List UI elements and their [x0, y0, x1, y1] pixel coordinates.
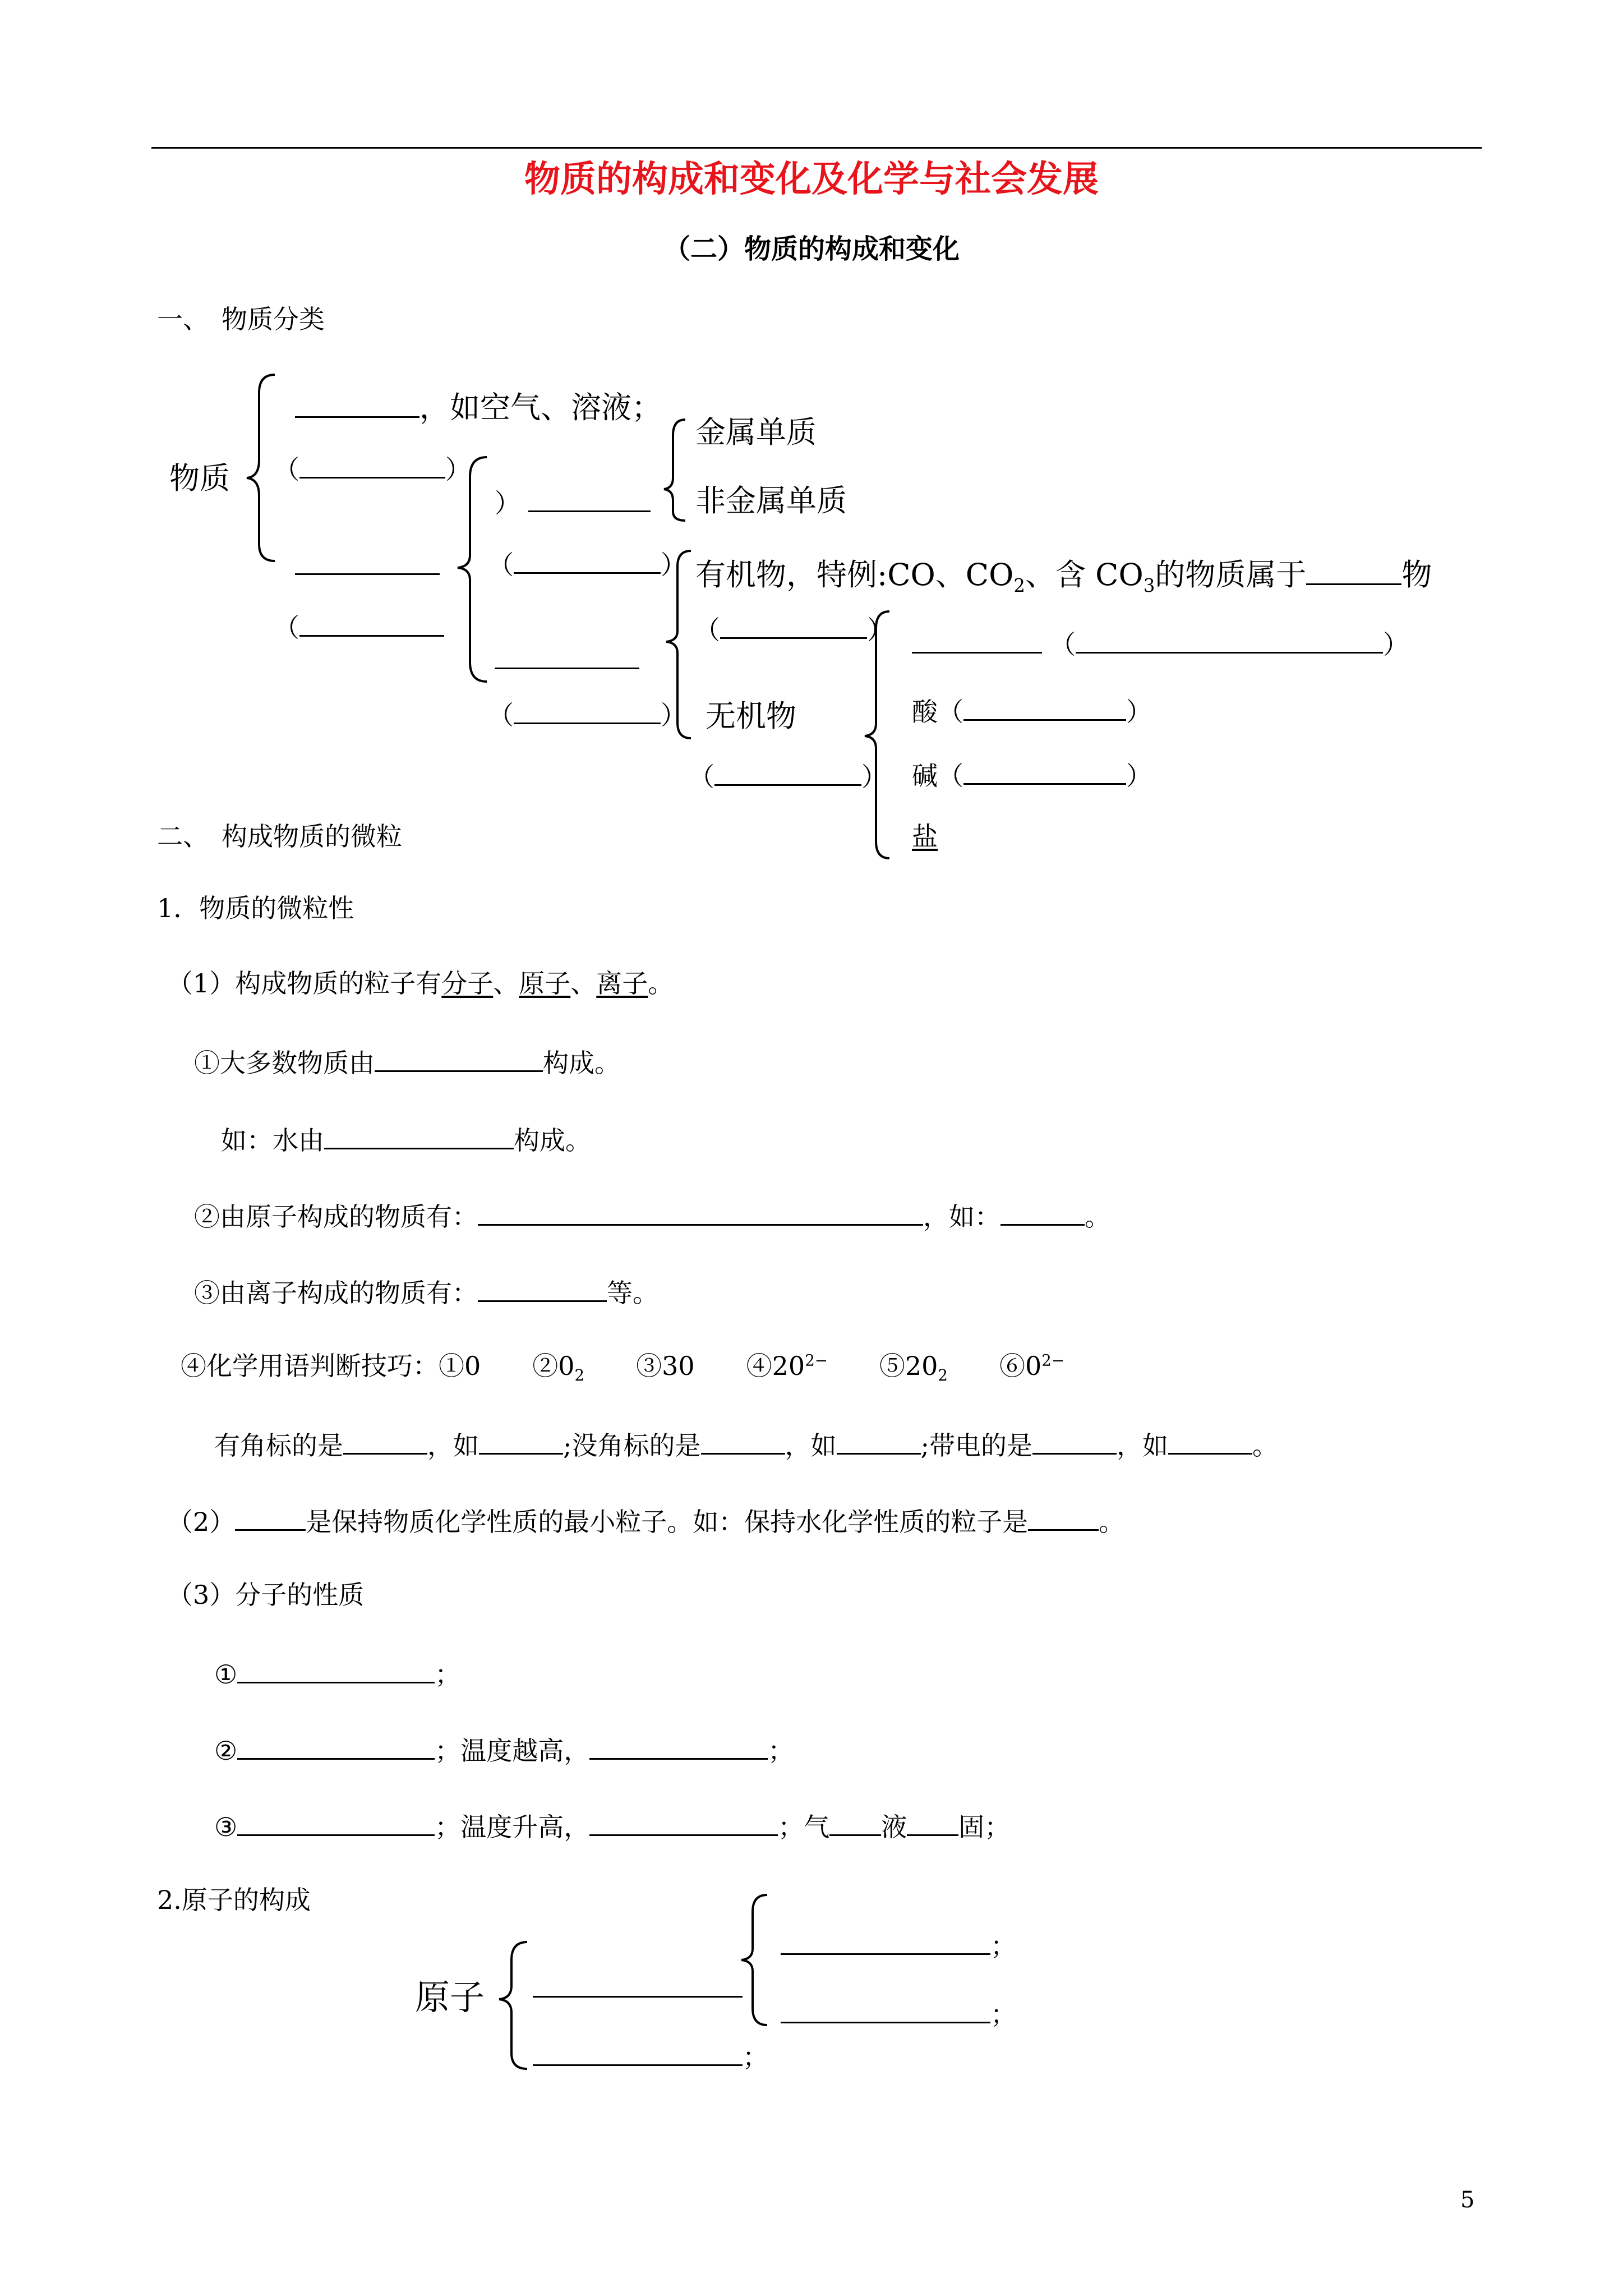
q1-atom: 原子: [519, 968, 571, 999]
item4-text: ⑤20: [827, 1351, 938, 1381]
semicolon: ；: [990, 1931, 1016, 1961]
section2-heading: 二、 构成物质的微粒: [157, 821, 402, 852]
item3-line: [194, 1277, 658, 1306]
judge-text: 有角标的是: [214, 1430, 343, 1461]
judge-text: ;带电的是: [920, 1430, 1032, 1461]
judge-blank[interactable]: [837, 1429, 921, 1455]
q1-line: [167, 968, 674, 999]
neutron-blank[interactable]: [781, 1998, 990, 2023]
q1-ion: 离子: [596, 968, 648, 999]
compound-blank[interactable]: [720, 614, 867, 639]
neutron-row: [781, 1998, 1016, 2030]
gas-liquid-blank[interactable]: [829, 1811, 881, 1836]
example-blank[interactable]: [324, 1124, 514, 1149]
judge-blank[interactable]: [1168, 1429, 1252, 1455]
inorganic-paren-blank[interactable]: [714, 761, 861, 786]
example-tail: 构成。: [514, 1125, 591, 1156]
judge-text: ;没角标的是: [563, 1430, 701, 1461]
tree-compound-label-row: [495, 644, 639, 673]
item4-sub: 2: [938, 1366, 948, 1385]
tree-pure-row: [274, 453, 471, 485]
item2-blank[interactable]: [478, 1200, 923, 1226]
property-text: 液: [881, 1812, 907, 1842]
q2-text: 是保持物质化学性质的最小粒子。如：保持水化学性质的粒子是: [306, 1507, 1029, 1537]
item1-line: [194, 1047, 620, 1076]
item2-line: [194, 1200, 1110, 1230]
acid-label: 酸（: [912, 697, 963, 727]
judge-text: ，如: [785, 1430, 837, 1461]
brace-element: [664, 420, 685, 521]
item2-text: ②由原子构成的物质有：: [194, 1202, 478, 1232]
semicolon: ；: [743, 2042, 768, 2072]
acid-blank[interactable]: [963, 696, 1126, 721]
property3-line: [214, 1811, 1010, 1840]
property-num: ③: [214, 1812, 238, 1842]
tree-compound-paren-row: [488, 549, 686, 578]
electron-blank[interactable]: [533, 2041, 743, 2066]
q1-molecule: 分子: [441, 968, 494, 999]
paren-open: （: [488, 700, 514, 730]
co3-subscript: 3: [1143, 574, 1155, 596]
property3-temp-blank[interactable]: [589, 1811, 778, 1836]
item4-text: ⑥0: [947, 1351, 1042, 1381]
page-number: 5: [1460, 2187, 1475, 2213]
judge-text: 。: [1252, 1430, 1278, 1461]
paren-close: ）: [867, 615, 893, 645]
paren-close: ）: [445, 454, 471, 485]
q1-text: （1）构成物质的粒子有: [167, 968, 442, 999]
property2-temp-blank[interactable]: [589, 1734, 768, 1760]
proton-row: [781, 1930, 1016, 1959]
bottom-paren-blank[interactable]: [514, 699, 661, 724]
paren-close: ）: [1126, 761, 1152, 791]
paren-close: ）: [661, 550, 686, 580]
judge-line: [214, 1429, 1278, 1461]
judge-text: ，如: [427, 1430, 479, 1461]
item2-example-blank[interactable]: [1000, 1200, 1085, 1226]
metal-element: 金属单质: [695, 415, 817, 450]
tree-mixture-row: [295, 390, 662, 425]
item3-text: ③由离子构成的物质有：: [194, 1278, 478, 1308]
substance-paren-blank[interactable]: [299, 611, 444, 637]
property-end: ；: [435, 1659, 461, 1690]
item4-line: [181, 1351, 1064, 1385]
paren-close: ）: [1126, 697, 1152, 727]
organic-mid: 、含 CO: [1025, 557, 1144, 592]
judge-text: ，如: [1117, 1430, 1168, 1461]
judge-blank[interactable]: [343, 1429, 427, 1455]
paren-open: （: [274, 613, 299, 643]
organic-end: 物: [1401, 557, 1432, 592]
oxide-blank[interactable]: [912, 628, 1042, 654]
property-num: ②: [214, 1736, 238, 1766]
brace-atom: [499, 1942, 527, 2069]
property-text: ；温度越高，: [435, 1736, 590, 1766]
item3-tail: 等。: [607, 1278, 658, 1308]
property1-blank[interactable]: [237, 1658, 435, 1683]
item3-blank[interactable]: [478, 1277, 607, 1302]
judge-blank[interactable]: [1032, 1429, 1117, 1455]
section2-sub2: 2.原子的构成: [157, 1885, 311, 1915]
nonmetal-element: 非金属单质: [695, 483, 847, 518]
property-end: 固；: [958, 1812, 1011, 1842]
paren-close: ）: [495, 488, 520, 518]
judge-blank[interactable]: [701, 1429, 785, 1455]
tree-compound-row: [694, 614, 893, 643]
judge-blank[interactable]: [479, 1429, 563, 1455]
property-text: ；温度升高，: [435, 1812, 590, 1842]
organic-label: 有机物，特例:CO、CO: [695, 557, 1014, 592]
mixture-hint: ，如空气、溶液；: [419, 390, 662, 425]
mixture-blank[interactable]: [295, 393, 419, 418]
item4-sub: 2: [574, 1366, 585, 1385]
salt-label: 盐: [912, 821, 938, 852]
tree-element-row: [495, 487, 651, 516]
item4-text: ③30 ④20: [584, 1351, 805, 1381]
q2-blank[interactable]: [235, 1506, 306, 1531]
pure-label-blank[interactable]: [295, 550, 440, 575]
q2-answer-blank[interactable]: [1028, 1506, 1099, 1531]
item4-sup: 2−: [805, 1351, 828, 1370]
q1-sep: 、: [493, 968, 519, 999]
q2-line: [167, 1506, 1124, 1535]
item1-blank[interactable]: [375, 1047, 543, 1072]
element-blank[interactable]: [528, 487, 651, 512]
base-row: [912, 760, 1152, 789]
section2-sub1: 1．物质的微粒性: [157, 893, 354, 923]
semicolon: ；: [990, 1999, 1016, 2030]
organic-tail: 的物质属于: [1155, 557, 1307, 592]
base-label: 碱（: [912, 761, 963, 791]
paren-open: （: [689, 762, 714, 792]
oxide-row: [912, 628, 1409, 660]
brace-nucleus: [741, 1895, 767, 2025]
example-text: 如：水由: [221, 1125, 324, 1156]
organic-blank[interactable]: [1306, 560, 1401, 585]
paren-close: ）: [1383, 629, 1409, 660]
q1-end: 。: [648, 968, 674, 999]
proton-blank[interactable]: [781, 1930, 990, 1955]
brace-pure: [458, 457, 487, 682]
tree-substance-paren-row: [274, 611, 444, 641]
item4-sup: 2−: [1041, 1351, 1064, 1370]
inorganic-label: 无机物: [706, 698, 796, 734]
tree-pure-label-row: [295, 550, 440, 579]
property-num: ①: [214, 1659, 238, 1690]
item4-text: ④化学用语判断技巧：①0 ②0: [181, 1351, 575, 1381]
compound-label-blank[interactable]: [495, 644, 639, 669]
page-title: 物质的构成和变化及化学与社会发展: [524, 158, 1099, 200]
property2-blank[interactable]: [237, 1734, 435, 1760]
organic-row: [695, 557, 1432, 596]
item2-mid: ，如：: [923, 1202, 1000, 1232]
liquid-solid-blank[interactable]: [907, 1811, 958, 1836]
tree-paren-row-bottom: [488, 699, 686, 728]
pure-blank[interactable]: [299, 453, 445, 478]
page-subtitle: （二）物质的构成和变化: [663, 233, 960, 265]
base-blank[interactable]: [963, 760, 1126, 785]
paren-open: （: [1050, 629, 1076, 660]
nucleus-blank[interactable]: [533, 1972, 743, 1998]
brace-inorganic: [865, 611, 889, 858]
co2-subscript: 2: [1013, 574, 1025, 596]
tree-inorganic-paren-row: [689, 761, 887, 790]
atom-root: 原子: [415, 1977, 485, 2018]
property-end: ；: [768, 1736, 794, 1766]
compound-paren-blank[interactable]: [514, 549, 661, 574]
paren-open: （: [694, 615, 720, 645]
paren-close: ）: [861, 762, 887, 792]
property2-line: [214, 1734, 794, 1764]
brace-root: [247, 375, 275, 561]
q2-text: （2）: [167, 1507, 236, 1537]
property1-line: [214, 1658, 461, 1690]
item1-text: ①大多数物质由: [194, 1048, 375, 1078]
q3-line: （3）分子的性质: [167, 1580, 365, 1610]
property-text: ；气: [778, 1812, 830, 1842]
q2-end: 。: [1099, 1507, 1125, 1537]
item2-end: 。: [1085, 1202, 1110, 1232]
nucleus-row: [533, 1972, 743, 2001]
electron-row: [533, 2041, 768, 2070]
oxide-paren-blank[interactable]: [1076, 628, 1383, 654]
example-line: [221, 1124, 591, 1156]
paren-close: ）: [661, 700, 686, 730]
tree-root-substance: 物质: [169, 461, 230, 496]
item1-tail: 构成。: [543, 1048, 620, 1078]
q1-sep: 、: [570, 968, 597, 999]
paren-open: （: [274, 454, 299, 485]
acid-row: [912, 696, 1152, 725]
section1-heading: 一、 物质分类: [157, 304, 325, 334]
paren-open: （: [488, 550, 514, 580]
property3-blank[interactable]: [237, 1811, 435, 1836]
